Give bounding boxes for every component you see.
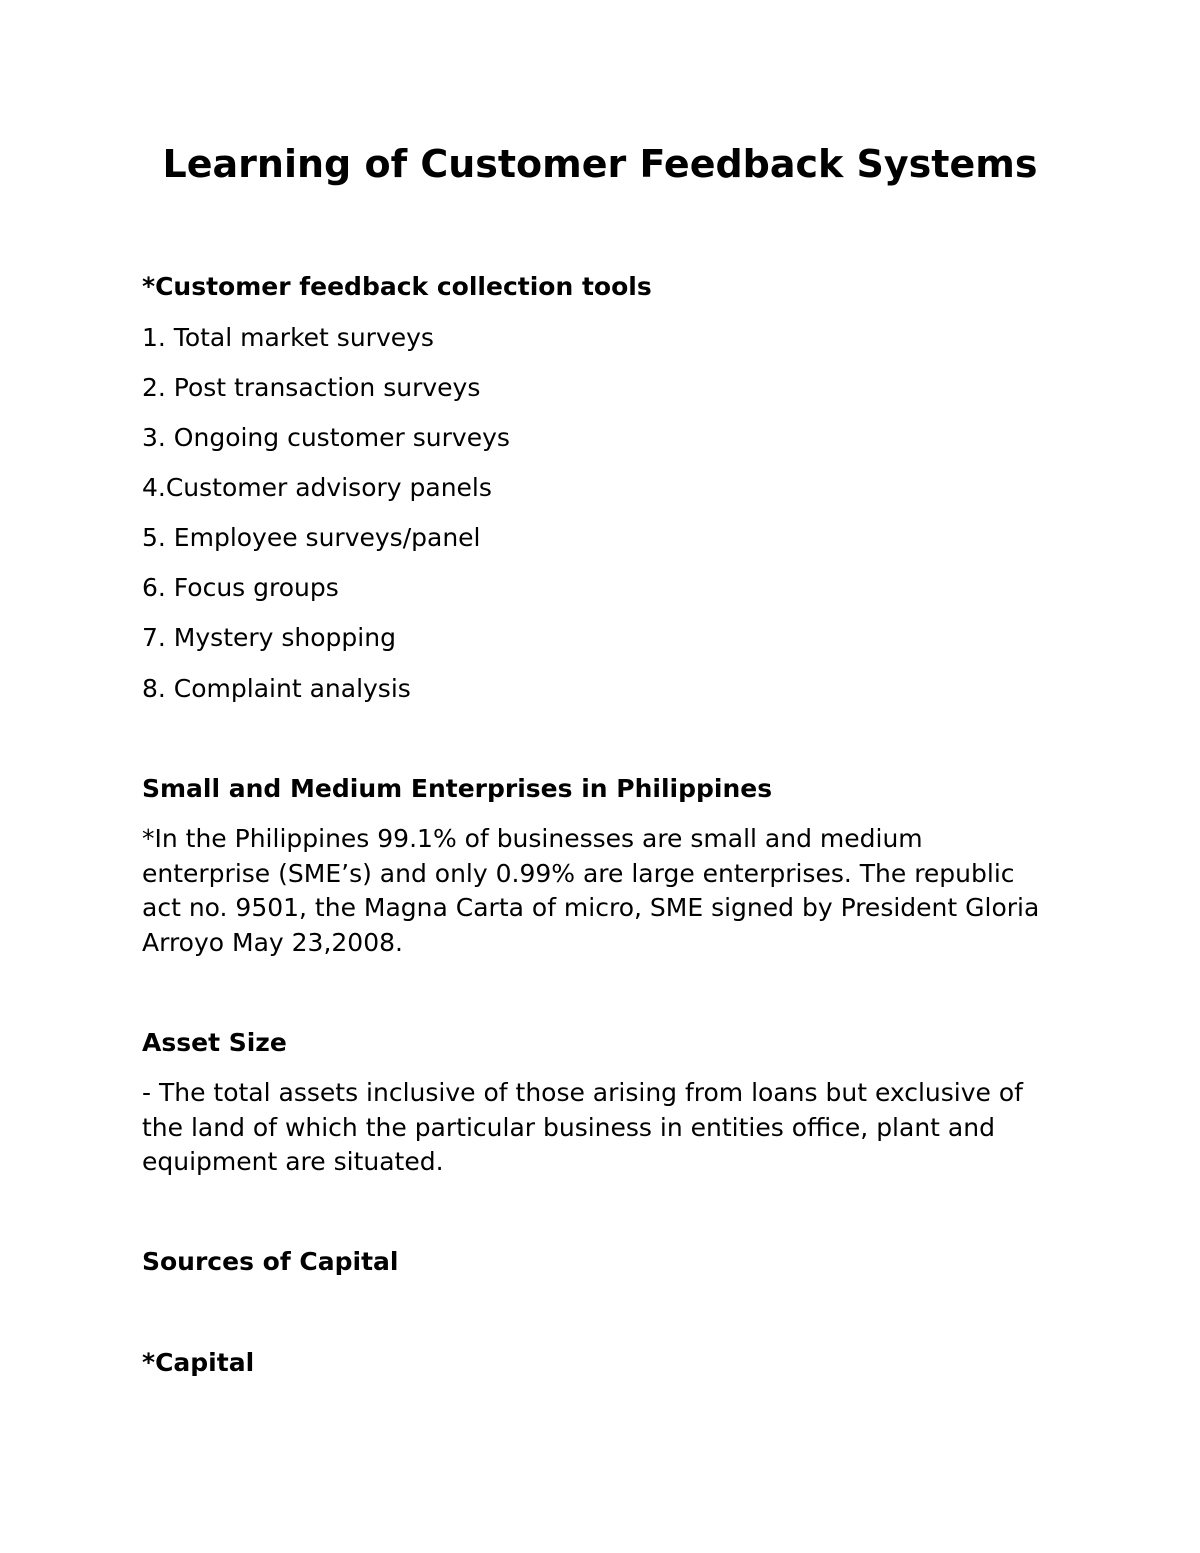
section-heading-asset-size: Asset Size <box>142 1028 287 1057</box>
list-item: 1. Total market surveys <box>142 323 434 352</box>
list-item: 2. Post transaction surveys <box>142 373 481 402</box>
page-title: Learning of Customer Feedback Systems <box>162 142 1038 186</box>
section-heading-sources-of-capital: Sources of Capital <box>142 1247 399 1276</box>
list-item: 5. Employee surveys/panel <box>142 523 481 552</box>
sme-paragraph: *In the Philippines 99.1% of businesses are small and medium enterprise (SME’s) and only 0.99% are large enterprises. The republic act no. 9501, the Magna Carta of micro, SME signed by President Gloria Arroyo May 23,2008. <box>142 824 1040 957</box>
asset-size-paragraph: - The total assets inclusive of those arising from loans but exclusive of the land of which the particular business in entities office, plant and equipment are situated. <box>142 1078 1023 1176</box>
section-heading-feedback-tools: *Customer feedback collection tools <box>142 272 652 301</box>
list-item: 3. Ongoing customer surveys <box>142 423 510 452</box>
list-item: 7. Mystery shopping <box>142 623 396 652</box>
section-heading-capital: *Capital <box>142 1348 255 1377</box>
section-heading-sme: Small and Medium Enterprises in Philippines <box>142 774 773 803</box>
list-item: 6. Focus groups <box>142 573 339 602</box>
list-item: 4.Customer advisory panels <box>142 473 492 502</box>
list-item: 8. Complaint analysis <box>142 674 411 703</box>
